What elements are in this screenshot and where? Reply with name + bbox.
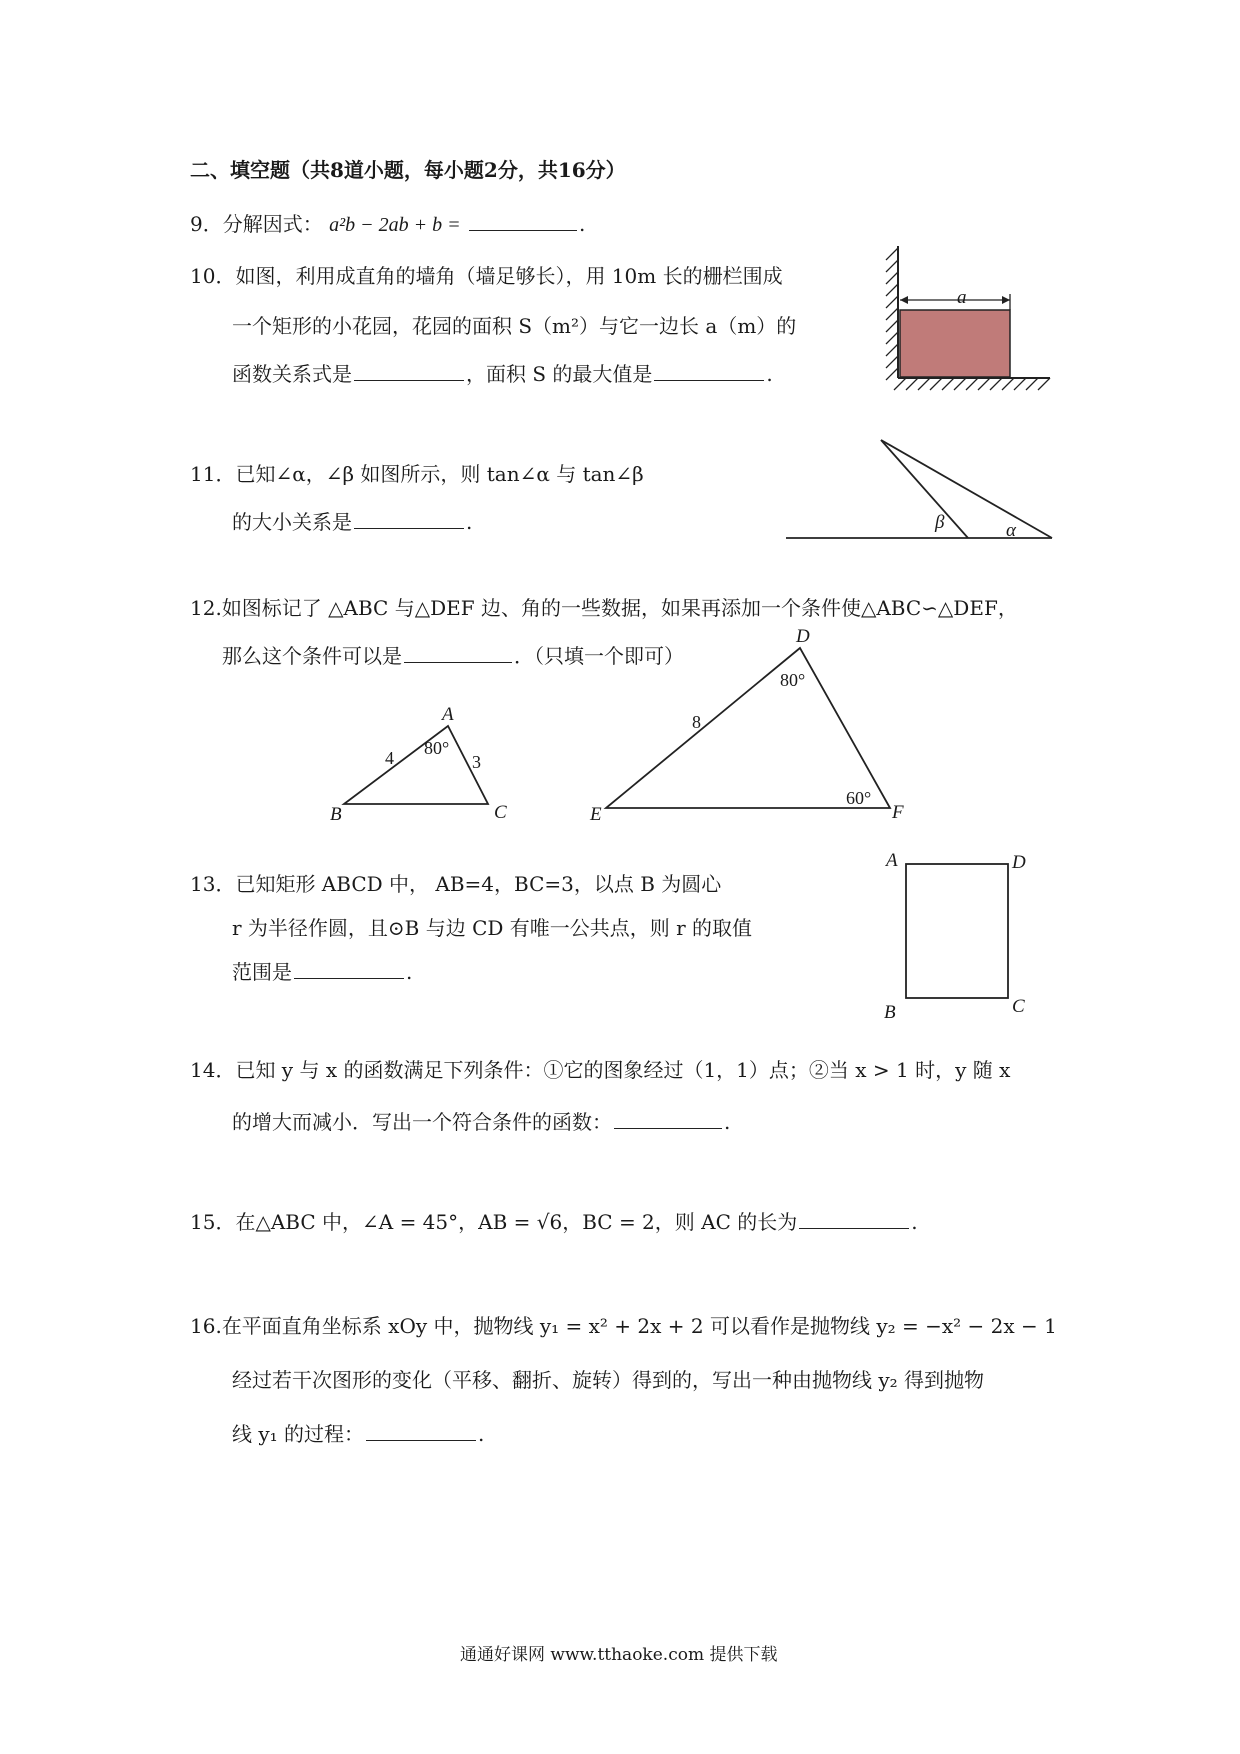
question-text: 在平面直角坐标系 xOy 中，抛物线 y₁ = x² + 2x + 2 可以看作是抛物线 y₂ = −x² − 2x − 1 [221, 1314, 1057, 1338]
question-11-line-1 [190, 458, 644, 487]
question-text: 已知∠α，∠β 如图所示，则 tan∠α 与 tan∠β [235, 462, 644, 486]
label-a: a [957, 287, 967, 308]
vertex-d: D [796, 626, 810, 647]
question-text: 已知 y 与 x 的函数满足下列条件：①它的图象经过（1，1）点；②当 x > 1 时，y 随 x [235, 1058, 1011, 1082]
section-heading: 二、填空题（共8道小题，每小题2分，共16分） [190, 158, 626, 182]
vertex-b: B [884, 1002, 896, 1023]
question-13-line-2: r 为半径作圆，且⊙B 与边 CD 有唯一公共点，则 r 的取值 [232, 916, 753, 940]
question-text: 分解因式： [222, 212, 323, 236]
answer-blank[interactable] [614, 1127, 722, 1129]
angle-a-value: 80° [424, 738, 450, 758]
rectangle-abcd [900, 858, 1016, 1004]
question-12-line-1 [190, 592, 1018, 621]
question-16-line-2: 经过若干次图形的变化（平移、翻折、旋转）得到的，写出一种由抛物线 y₂ 得到抛物 [232, 1368, 985, 1392]
question-16-line-3 [232, 1418, 484, 1447]
question-number: 11． [190, 462, 236, 486]
question-10-line-3 [232, 358, 773, 387]
answer-blank[interactable] [469, 229, 577, 231]
period: . [766, 362, 773, 386]
answer-blank[interactable] [654, 379, 764, 381]
garden-rectangle [900, 310, 1010, 377]
question-text: 如图标记了 △ABC 与△DEF 边、角的一些数据，如果再添加一个条件使△ABC∽△DEF， [221, 596, 1018, 620]
question-text: ，面积 S 的最大值是 [466, 362, 653, 386]
period: . [478, 1422, 485, 1446]
question-text: 函数关系式是 [232, 362, 352, 386]
question-text: 的增大而减小．写出一个符合条件的函数： [232, 1110, 612, 1134]
question-text: 范围是 [232, 960, 292, 984]
question-text: 线 y₁ 的过程： [232, 1422, 365, 1446]
label-alpha: α [1006, 520, 1016, 541]
question-text: ．（只填一个即可） [514, 644, 684, 668]
question-15 [190, 1206, 918, 1235]
math-expression: a²b − 2ab + b = [329, 214, 461, 236]
answer-blank[interactable] [799, 1227, 909, 1229]
question-number: 12. [190, 596, 222, 620]
question-14-line-1 [190, 1054, 1010, 1083]
answer-blank[interactable] [294, 977, 404, 979]
question-13-line-3 [232, 956, 412, 985]
answer-blank[interactable] [354, 527, 464, 529]
question-13-line-1 [190, 868, 721, 897]
side-ab-value: 4 [385, 748, 394, 768]
question-10-line-2: 一个矩形的小花园，花园的面积 S（m²）与它一边长 a（m）的 [232, 314, 797, 338]
garden-figure [880, 238, 1060, 398]
question-number: 15． [190, 1210, 236, 1234]
question-number: 9． [190, 212, 223, 236]
vertex-b: B [330, 804, 342, 825]
side-de-value: 8 [692, 712, 701, 732]
answer-blank[interactable] [366, 1439, 476, 1441]
answer-blank[interactable] [354, 379, 464, 381]
question-14-line-2 [232, 1106, 730, 1135]
question-11-line-2 [232, 506, 472, 535]
vertex-a: A [886, 850, 898, 871]
vertex-d: D [1012, 852, 1026, 873]
period: . [578, 212, 586, 236]
vertex-f: F [892, 802, 904, 823]
answer-blank[interactable] [404, 661, 512, 663]
question-text: 如图，利用成直角的墙角（墙足够长），用 10m 长的栅栏围成 [235, 264, 783, 288]
question-16-line-1 [190, 1310, 1057, 1339]
question-text: 那么这个条件可以是 [222, 644, 402, 668]
period: . [406, 960, 413, 984]
vertex-a: A [442, 704, 454, 725]
question-10-line-1 [190, 260, 783, 289]
vertex-c: C [494, 802, 507, 823]
angle-d-value: 80° [780, 670, 806, 690]
question-number: 13． [190, 872, 236, 896]
side-ac-value: 3 [472, 752, 481, 772]
angle-f-value: 60° [846, 788, 872, 808]
question-text: 在△ABC 中，∠A = 45°，AB = √6，BC = 2，则 AC 的长为 [235, 1210, 798, 1234]
question-number: 10． [190, 264, 236, 288]
period: . [724, 1110, 731, 1134]
vertex-c: C [1012, 996, 1025, 1017]
question-text: 的大小关系是 [232, 510, 352, 534]
question-text: 已知矩形 ABCD 中， AB=4，BC=3，以点 B 为圆心 [235, 872, 722, 896]
period: . [911, 1210, 918, 1234]
period: . [466, 510, 473, 534]
question-number: 16. [190, 1314, 222, 1338]
vertex-e: E [590, 804, 602, 825]
question-number: 14． [190, 1058, 236, 1082]
question-9 [190, 208, 585, 237]
label-beta: β [935, 512, 945, 533]
footer-text: 通通好课网 www.tthaoke.com 提供下载 [460, 1645, 778, 1665]
